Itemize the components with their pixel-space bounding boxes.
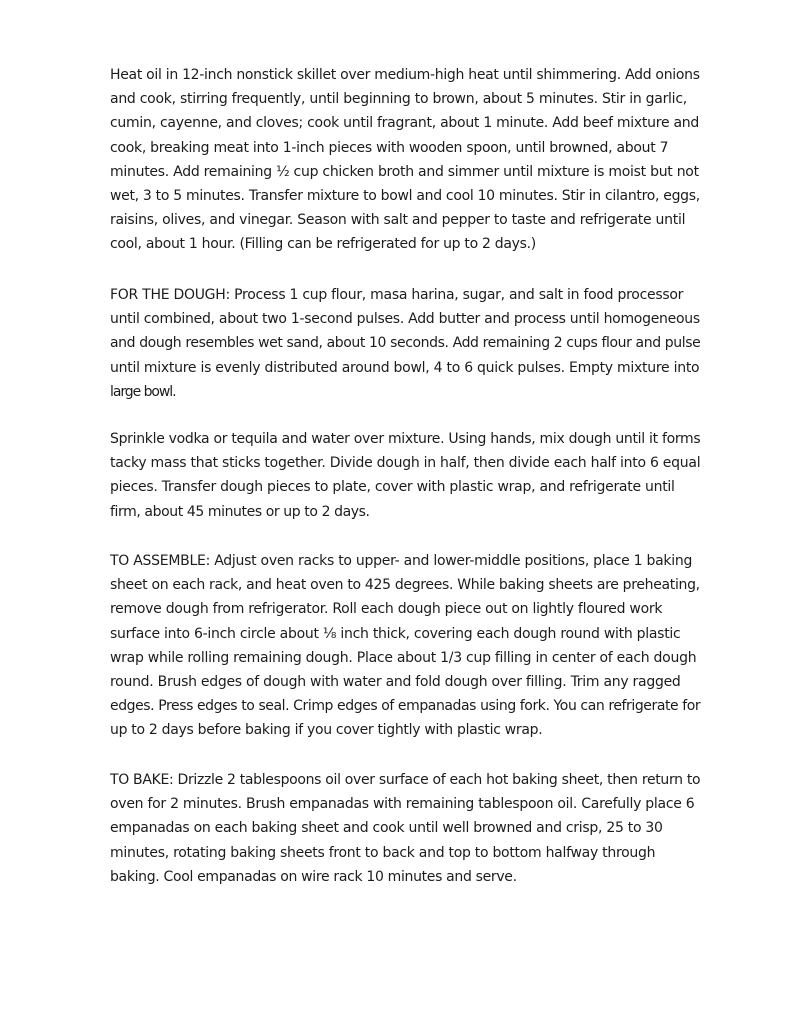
text-line: tacky mass that sticks together. Divide dough in half, then divide each half into 6 equal xyxy=(110,455,701,472)
text-line: cool, about 1 hour. (Filling can be refrigerated for up to 2 days.) xyxy=(110,236,536,253)
text-line: Heat oil in 12-inch nonstick skillet over medium-high heat until shimmering. Add onions xyxy=(110,67,700,83)
paragraph-dough xyxy=(110,283,710,404)
text-line: remove dough from refrigerator. Roll each dough piece out on lightly floured work xyxy=(110,601,663,618)
text-line: raisins, olives, and vinegar. Season with salt and pepper to taste and refrigerate until xyxy=(110,212,686,229)
text-line: wrap while rolling remaining dough. Place about 1/3 cup filling in center of each dough xyxy=(110,649,697,666)
text-line: TO ASSEMBLE: Adjust oven racks to upper- and lower-middle positions, place 1 baking xyxy=(110,553,693,569)
text-line: empanadas on each baking sheet and cook until well browned and crisp, 25 to 30 xyxy=(110,820,663,837)
text-line: up to 2 days before baking if you cover tightly with plastic wrap. xyxy=(110,722,543,739)
paragraph-bake xyxy=(110,768,710,889)
text-line: oven for 2 minutes. Brush empanadas with remaining tablespoon oil. Carefully place 6 xyxy=(110,796,695,813)
paragraph-assemble xyxy=(110,549,710,743)
text-line: until mixture is evenly distributed around bowl, 4 to 6 quick pulses. Empty mixture into xyxy=(110,359,700,376)
text-line: cook, breaking meat into 1-inch pieces with wooden spoon, until browned, about 7 xyxy=(110,139,669,156)
text-line: large bowl. xyxy=(110,383,176,400)
text-line: until combined, about two 1-second pulses. Add butter and process until homogeneous xyxy=(110,311,700,328)
text-line: FOR THE DOUGH: Process 1 cup flour, masa harina, sugar, and salt in food processor xyxy=(110,287,684,303)
text-line: minutes, rotating baking sheets front to back and top to bottom halfway through xyxy=(110,844,656,861)
text-line: surface into 6-inch circle about ⅛ inch thick, covering each dough round with plastic xyxy=(110,625,681,642)
text-line: round. Brush edges of dough with water and fold dough over filling. Trim any ragged xyxy=(110,674,681,691)
paragraph-filling xyxy=(110,63,710,257)
paragraph-mix xyxy=(110,427,710,524)
text-line: pieces. Transfer dough pieces to plate, cover with plastic wrap, and refrigerate until xyxy=(110,479,675,496)
text-line: firm, about 45 minutes or up to 2 days. xyxy=(110,503,370,520)
text-line: wet, 3 to 5 minutes. Transfer mixture to bowl and cool 10 minutes. Stir in cilantro, eggs, xyxy=(110,188,700,205)
text-line: TO BAKE: Drizzle 2 tablespoons oil over surface of each hot baking sheet, then return to xyxy=(110,772,701,788)
text-line: minutes. Add remaining ½ cup chicken broth and simmer until mixture is moist but not xyxy=(110,163,699,180)
text-line: sheet on each rack, and heat oven to 425 degrees. While baking sheets are preheating, xyxy=(110,577,700,594)
text-line: and cook, stirring frequently, until beginning to brown, about 5 minutes. Stir in garlic, xyxy=(110,91,687,108)
text-line: cumin, cayenne, and cloves; cook until fragrant, about 1 minute. Add beef mixture and xyxy=(110,115,700,132)
text-line: baking. Cool empanadas on wire rack 10 minutes and serve. xyxy=(110,868,517,885)
text-line: edges. Press edges to seal. Crimp edges of empanadas using fork. You can refrigerate for xyxy=(110,698,701,715)
text-line: Sprinkle vodka or tequila and water over mixture. Using hands, mix dough until it forms xyxy=(110,431,701,447)
text-line: and dough resembles wet sand, about 10 seconds. Add remaining 2 cups flour and pulse xyxy=(110,335,701,352)
